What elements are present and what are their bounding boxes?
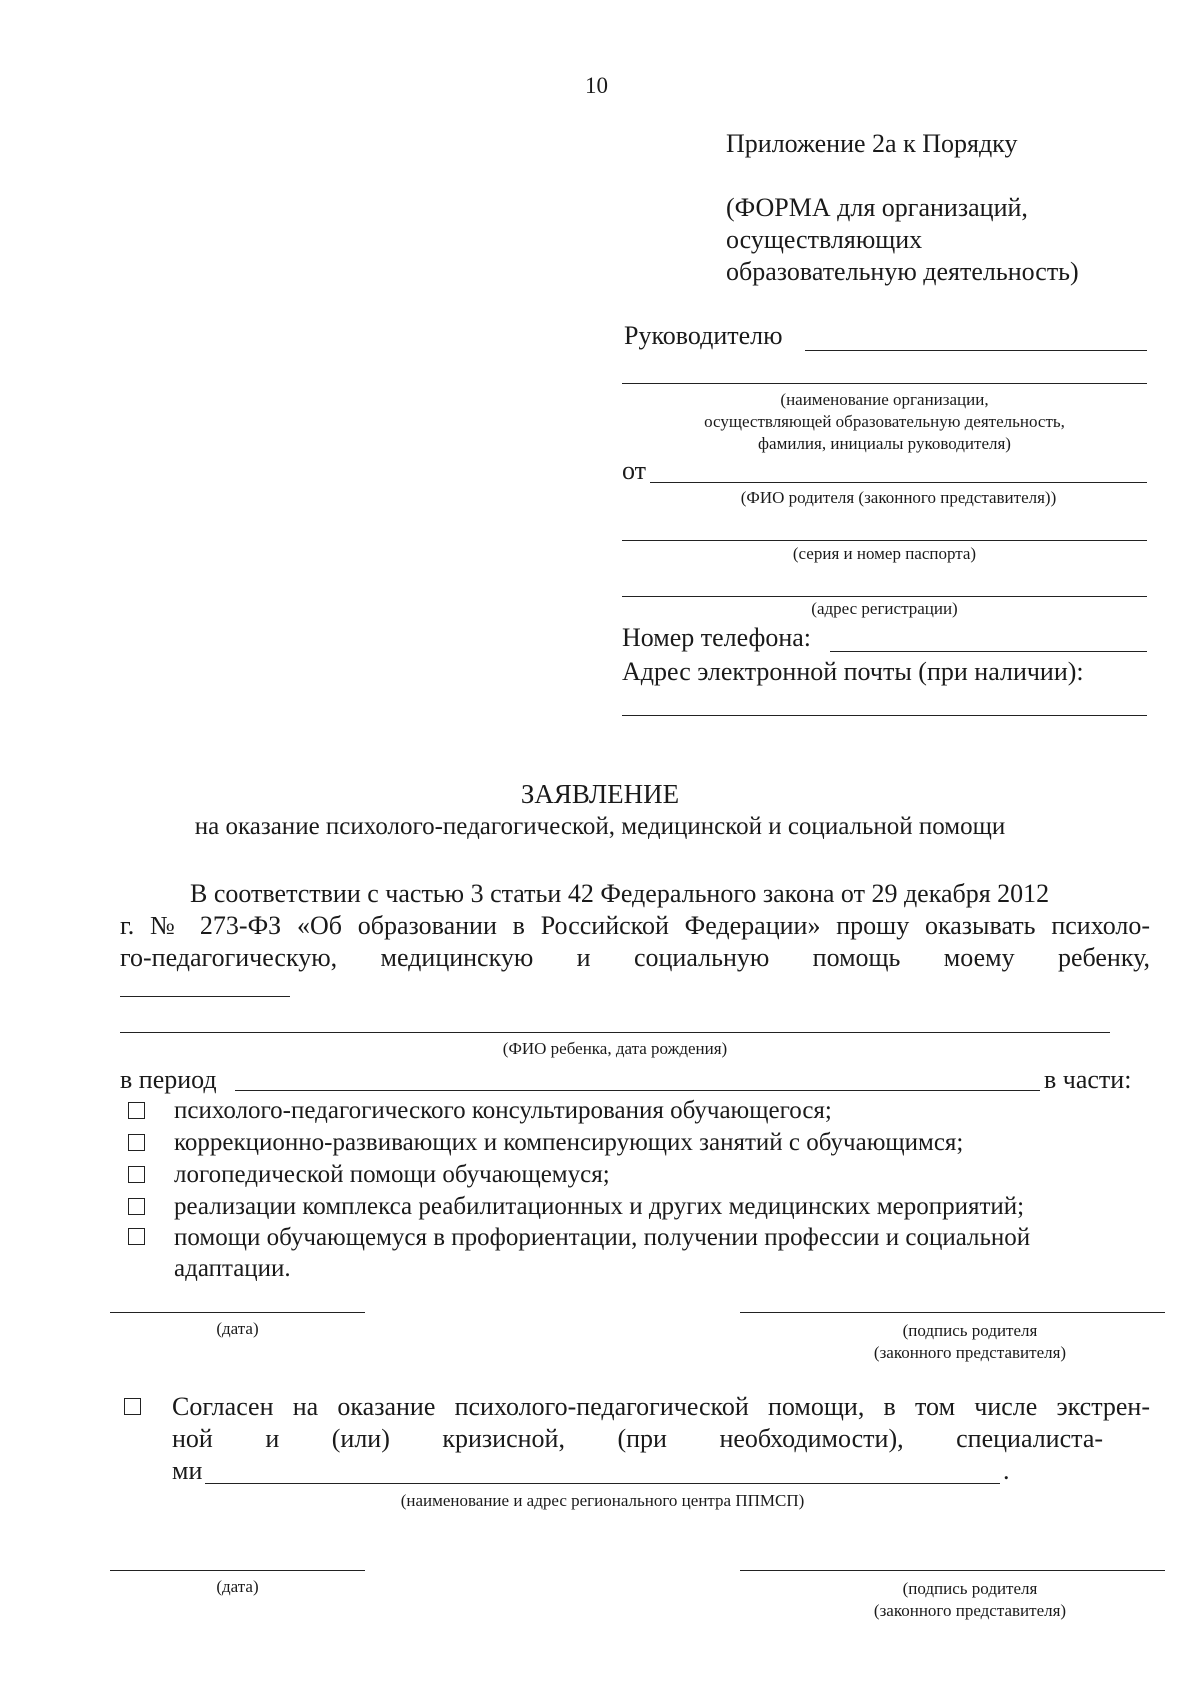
consent-line-3-prefix: ми [172, 1456, 203, 1485]
organization-caption: (наименование организации, осуществляющей образовательную деятельность, фамилия, инициалы руководителя) [704, 390, 1065, 453]
email-label: Адрес электронной почты (при наличии): [622, 657, 1084, 686]
date-field-1[interactable] [110, 1312, 365, 1313]
phone-label: Номер телефона: [622, 623, 812, 652]
child-name-field-start[interactable] [120, 996, 290, 997]
period-label: в период [120, 1065, 217, 1094]
signature-caption-1: (подпись родителя (законного представителя) [873, 1321, 1067, 1362]
address-field[interactable] [622, 596, 1147, 597]
consent-checkbox[interactable] [124, 1398, 141, 1415]
option-checkbox-4[interactable] [128, 1198, 145, 1215]
body-line-3: го-педагогическую, медицинскую и социальную помощь моему ребенку, [120, 943, 1150, 972]
email-field[interactable] [622, 715, 1147, 716]
signature-field-2[interactable] [740, 1570, 1165, 1571]
consent-line-1: Согласен на оказание психолого-педагогической помощи, в том числе экстрен- [172, 1392, 1150, 1421]
passport-caption: (серия и номер паспорта) [792, 544, 977, 563]
phone-field[interactable] [830, 651, 1147, 652]
option-checkbox-3[interactable] [128, 1166, 145, 1183]
part-label: в части: [1044, 1065, 1132, 1094]
passport-field[interactable] [622, 540, 1147, 541]
director-name-field[interactable] [805, 350, 1147, 351]
center-caption: (наименование и адрес регионального центра ППМСП) [400, 1491, 805, 1510]
option-text-4: реализации комплекса реабилитационных и других медицинских мероприятий; [174, 1193, 1025, 1220]
option-checkbox-1[interactable] [128, 1102, 145, 1119]
form-note-line1: (ФОРМА для организаций, [726, 193, 1028, 222]
to-label: Руководителю [624, 321, 783, 350]
body-line-1: В соответствии с частью 3 статьи 42 Федерального закона от 29 декабря 2012 [190, 879, 1050, 908]
from-label: от [622, 456, 647, 485]
child-name-field[interactable] [120, 1032, 1110, 1033]
child-caption: (ФИО ребенка, дата рождения) [502, 1039, 728, 1058]
signature-caption-2: (подпись родителя (законного представителя) [873, 1579, 1067, 1620]
period-field[interactable] [235, 1090, 1040, 1091]
date-caption-1: (дата) [216, 1319, 259, 1338]
consent-line-2: ной и (или) кризисной, (при необходимости), специалиста- [172, 1424, 1104, 1453]
option-text-1: психолого-педагогического консультирования обучающегося; [174, 1097, 832, 1124]
address-caption: (адрес регистрации) [811, 599, 958, 618]
option-text-5-continued: адаптации. [174, 1255, 291, 1282]
consent-line-3-end: . [1003, 1456, 1010, 1485]
parent-name-field[interactable] [650, 482, 1147, 483]
organization-field[interactable] [622, 383, 1147, 384]
option-checkbox-5[interactable] [128, 1228, 145, 1245]
center-field[interactable] [205, 1483, 1000, 1484]
appendix-label: Приложение 2а к Порядку [726, 129, 1018, 158]
page-number: 10 [585, 73, 608, 98]
date-caption-2: (дата) [216, 1577, 259, 1596]
document-title: ЗАЯВЛЕНИЕ [520, 779, 680, 809]
option-checkbox-2[interactable] [128, 1134, 145, 1151]
body-line-2: г. № 273-ФЗ «Об образовании в Российской Федерации» прошу оказывать психоло- [120, 911, 1150, 940]
option-text-3: логопедической помощи обучающемуся; [174, 1161, 610, 1188]
form-note-line2: осуществляющих [726, 225, 923, 254]
date-field-2[interactable] [110, 1570, 365, 1571]
option-text-2: коррекционно-развивающих и компенсирующих занятий с обучающимся; [174, 1129, 964, 1156]
parent-caption: (ФИО родителя (законного представителя)) [740, 488, 1057, 507]
form-note-line3: образовательную деятельность) [726, 257, 1079, 286]
option-text-5: помощи обучающемуся в профориентации, получении профессии и социальной [174, 1224, 1031, 1251]
signature-field-1[interactable] [740, 1312, 1165, 1313]
document-subtitle: на оказание психолого-педагогической, медицинской и социальной помощи [194, 813, 1006, 840]
